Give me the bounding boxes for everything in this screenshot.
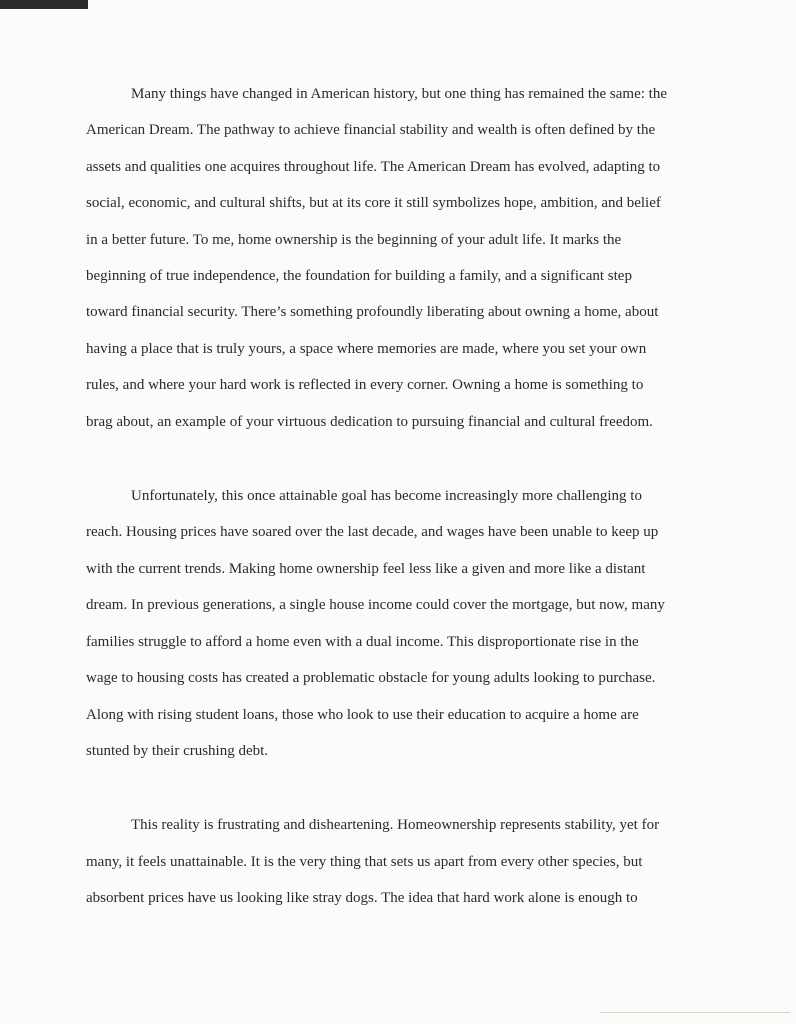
text-line: dream. In previous generations, a single house income could cover the mortgage, but now, many — [86, 597, 665, 614]
text-line: Along with rising student loans, those who look to use their education to acquire a home are — [86, 706, 639, 723]
text-line: reach. Housing prices have soared over the last decade, and wages have been unable to keep up — [86, 524, 659, 541]
text-line: absorbent prices have us looking like stray dogs. The idea that hard work alone is enough to — [86, 890, 638, 907]
text-line: having a place that is truly yours, a space where memories are made, where you set your own — [86, 340, 647, 357]
paragraph-3 — [86, 807, 716, 916]
text-line: wage to housing costs has created a problematic obstacle for young adults looking to purchase. — [86, 670, 656, 687]
scan-edge-mark — [0, 0, 88, 9]
text-line: social, economic, and cultural shifts, but at its core it still symbolizes hope, ambition, and belief — [86, 195, 661, 212]
text-line: Unfortunately, this once attainable goal has become increasingly more challenging to — [131, 488, 642, 505]
text-line: beginning of true independence, the foundation for building a family, and a significant step — [86, 268, 632, 285]
scan-artifact — [72, 12, 112, 22]
text-line: stunted by their crushing debt. — [86, 742, 269, 759]
footer-rule — [600, 1012, 790, 1013]
paragraph-1 — [86, 76, 716, 440]
text-line: in a better future. To me, home ownership is the beginning of your adult life. It marks the — [86, 231, 622, 248]
text-line: toward financial security. There’s something profoundly liberating about owning a home, about — [86, 304, 659, 321]
text-line: many, it feels unattainable. It is the very thing that sets us apart from every other species, but — [86, 853, 643, 870]
text-line: rules, and where your hard work is reflected in every corner. Owning a home is something to — [86, 377, 644, 394]
text-line: brag about, an example of your virtuous dedication to pursuing financial and cultural freedom. — [86, 413, 653, 430]
text-line: American Dream. The pathway to achieve financial stability and wealth is often defined by the — [86, 122, 656, 139]
text-line: Many things have changed in American history, but one thing has remained the same: the — [131, 86, 667, 102]
document-body — [86, 76, 716, 955]
text-line: with the current trends. Making home ownership feel less like a given and more like a distant — [86, 560, 646, 577]
paragraph-2 — [86, 478, 716, 769]
text-line: assets and qualities one acquires throughout life. The American Dream has evolved, adapting to — [86, 158, 661, 175]
text-line: This reality is frustrating and disheartening. Homeownership represents stability, yet for — [131, 817, 660, 834]
text-line: families struggle to afford a home even with a dual income. This disproportionate rise in the — [86, 633, 639, 650]
